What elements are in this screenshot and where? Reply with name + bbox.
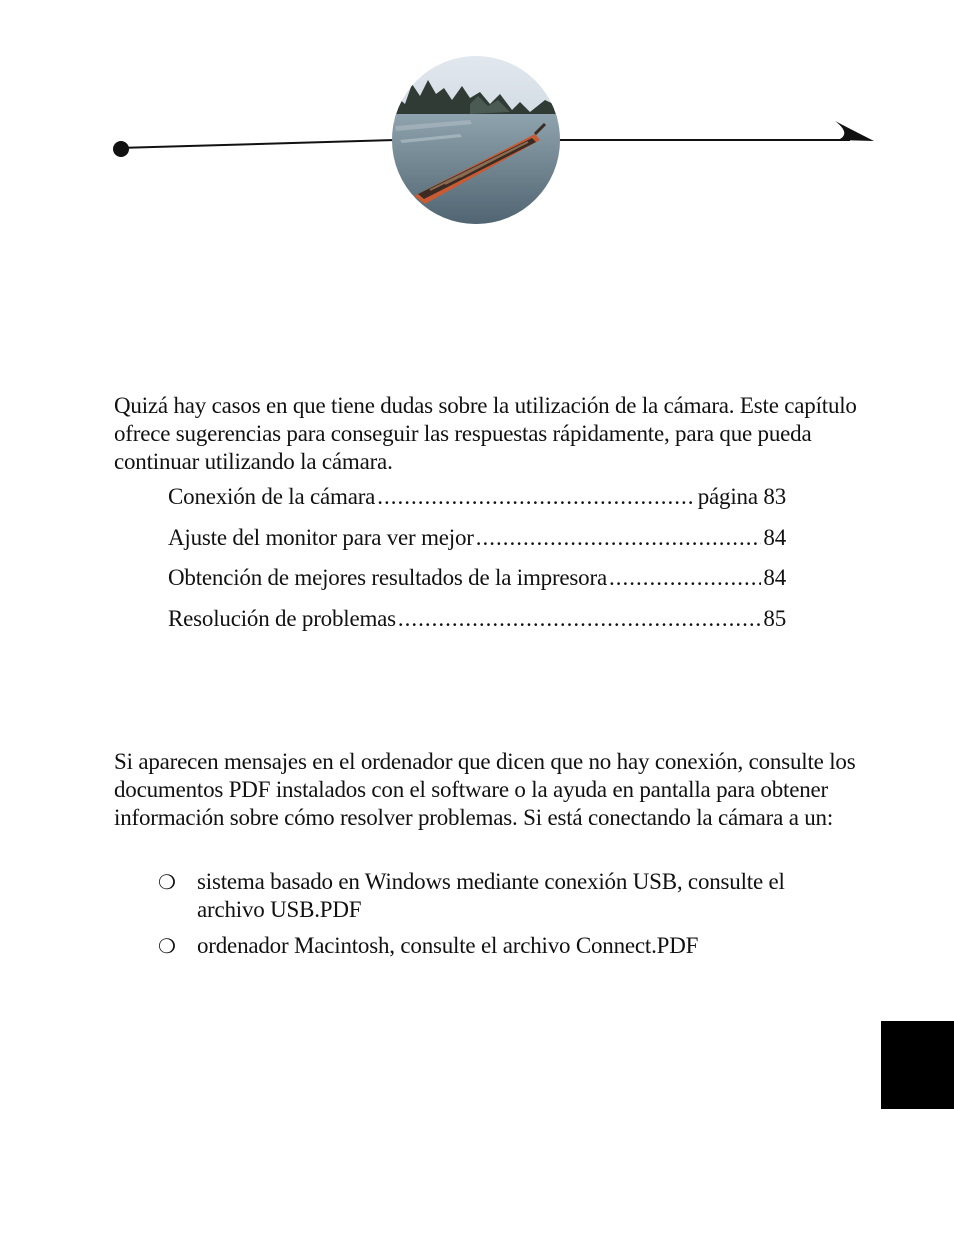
- toc-entry-page: 84: [763, 524, 786, 550]
- toc-entry-page: 85: [763, 605, 786, 631]
- connection-bullet-list: [158, 868, 848, 968]
- toc-leader-dots: [398, 606, 761, 632]
- list-item-text: sistema basado en Windows mediante conexión USB, consulte el archivo USB.PDF: [197, 869, 785, 922]
- toc-entry-title: Resolución de problemas: [168, 605, 396, 631]
- hollow-circle-bullet-icon: ❍: [158, 870, 176, 894]
- toc-entry-page: 84: [763, 565, 786, 590]
- toc-entry-title: Conexión de la cámara: [168, 484, 376, 509]
- chapter-photo: [390, 54, 562, 226]
- hollow-circle-bullet-icon: ❍: [158, 934, 176, 958]
- toc-leader-dots: [476, 525, 762, 551]
- toc-entry[interactable]: [168, 525, 786, 566]
- toc-entry[interactable]: [168, 606, 786, 647]
- rule-start-dot: [113, 141, 129, 157]
- toc-leader-dots: [609, 565, 761, 591]
- connection-paragraph: Si aparecen mensajes en el ordenador que dicen que no hay conexión, consulte los documentos PDF instalados con el software o la ayuda en pantalla para obtener información sobre cómo resolver problemas. Si está conectando la cámara a un:: [114, 749, 856, 830]
- chapter-header-art: [0, 0, 954, 240]
- list-item: [158, 932, 848, 960]
- toc-entry-title: Ajuste del monitor para ver mejor: [168, 524, 474, 550]
- toc-entry[interactable]: [168, 565, 786, 606]
- toc-entry[interactable]: [168, 484, 786, 525]
- chapter-intro-paragraph: Quizá hay casos en que tiene dudas sobre la utilización de la cámara. Este capítulo ofrece sugerencias para conseguir las respuestas rápidamente, para que pueda continuar utilizando la cámara.: [114, 393, 857, 474]
- toc-entry-page: página 83: [697, 484, 786, 509]
- list-item-text: ordenador Macintosh, consulte el archivo Connect.PDF: [197, 933, 699, 958]
- list-item: [158, 868, 848, 924]
- header-rule-left: [120, 140, 396, 148]
- toc-entry-title: Obtención de mejores resultados de la impresora: [168, 565, 607, 590]
- table-of-contents: [168, 484, 786, 646]
- chapter-tab-marker: [881, 1021, 954, 1109]
- arrowhead-icon: [835, 121, 874, 141]
- toc-leader-dots: [377, 484, 696, 510]
